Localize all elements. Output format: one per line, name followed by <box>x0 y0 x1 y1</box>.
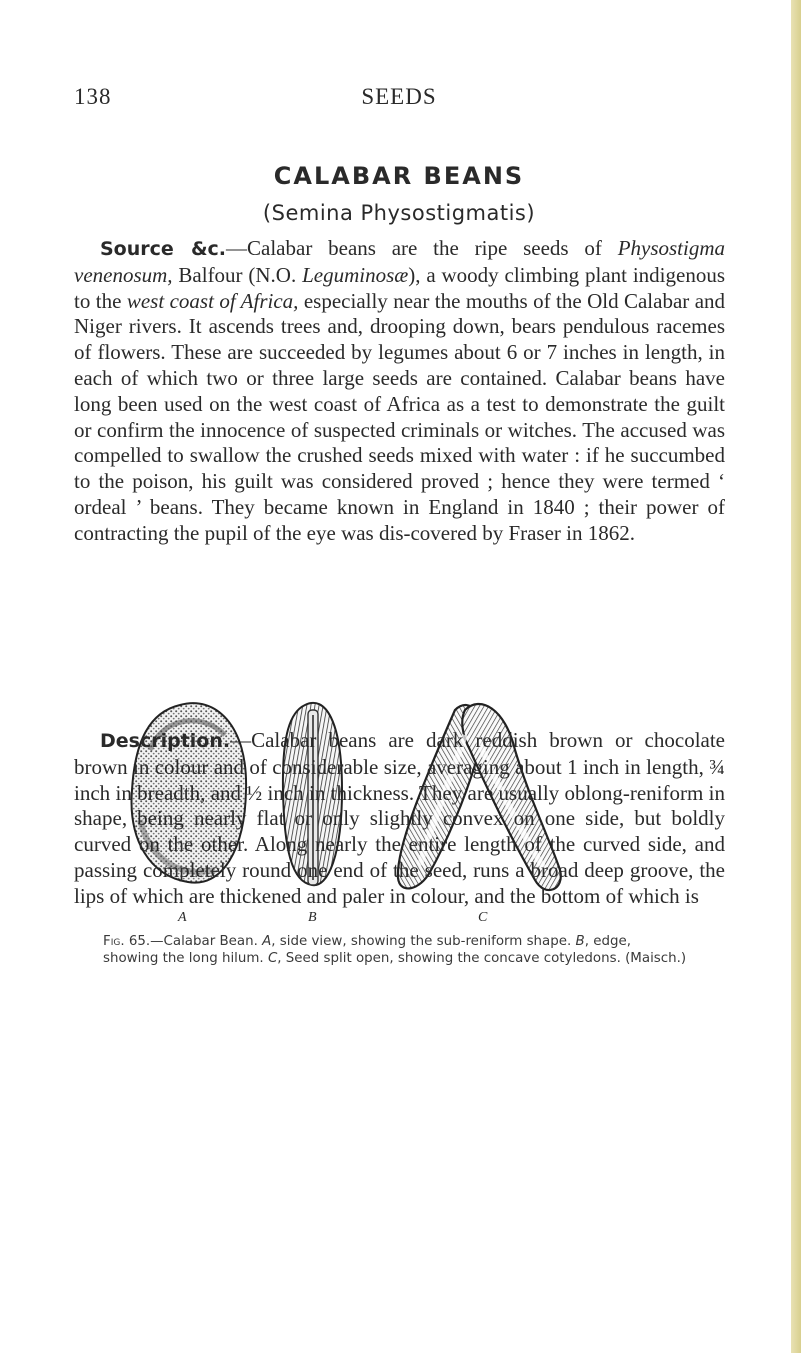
caption-ref-c: C <box>267 951 278 966</box>
text-run: inch in breadth, and <box>74 780 247 805</box>
text-run: ), a woody climbing plant indigenous to the <box>74 262 725 313</box>
text-run: —Calabar beans are dark reddish brown or chocolate brown in colour and of considerable size, averaging about 1 inch in length, <box>74 728 725 779</box>
label-c: C <box>478 910 488 925</box>
label-a: A <box>178 910 187 925</box>
label-b: B <box>308 910 317 925</box>
fig-number: Fig. 65. <box>103 934 151 949</box>
source-lead: Source &c. <box>100 238 227 260</box>
region-name: west coast of Africa, <box>126 288 299 313</box>
chapter-subtitle: (Semina Physostigmatis) <box>262 201 536 225</box>
fraction: ¾ <box>709 754 725 779</box>
running-head <box>74 84 724 114</box>
text-run: —Calabar beans are the ripe seeds of <box>226 236 618 260</box>
species-name: Physostigma venenosum, <box>74 236 726 287</box>
figure-labels <box>120 910 680 930</box>
caption-text: , side view, showing the sub-reniform shape. <box>271 934 576 949</box>
paragraph-source <box>74 236 725 547</box>
caption-text: , edge, showing the long hilum. <box>103 934 631 966</box>
figure-caption <box>103 933 688 967</box>
text-run: Balfour (N.O. <box>172 262 303 287</box>
caption-ref-b: B <box>575 934 585 949</box>
page-edge <box>791 0 801 1353</box>
text-run: inch in thickness. They are usually oblong-reniform in shape, being nearly flat or only slightly convex on one side, but boldly curved on the other. Along nearly the entire length of the curved side, and passing completely round one end of the seed, runs a broad deep groove, the lips of which are thickened and paler in colour, and the bottom of which is <box>74 780 725 908</box>
chapter-title: CALABAR BEANS <box>273 162 525 190</box>
family-name: Leguminosæ <box>302 262 409 287</box>
description-lead: Description. <box>100 730 231 752</box>
text-run: especially near the mouths of the Old Calabar and Niger rivers. It ascends trees and, drooping down, bears pendulous racemes of flowers. These are succeeded by legumes about 6 or 7 inches in length, in each of which two or three large seeds are contained. Calabar beans have long been used on the west coast of Africa as a test to demonstrate the guilt or confirm the innocence of suspected criminals or witches. The accused was compelled to swallow the crushed seeds mixed with water : if he succumbed to the poison, his guilt was considered proved ; hence they were termed ‘ ordeal ’ beans. They became known in England in 1840 ; their power of contracting the pupil of the eye was dis-covered by Fraser in 1862. <box>74 288 726 545</box>
fraction: ½ <box>246 780 263 805</box>
paragraph-description <box>74 728 725 910</box>
section-title: SEEDS <box>361 84 437 109</box>
caption-text: , Seed split open, showing the concave cotyledons. (Maisch.) <box>277 951 687 966</box>
page-number: 138 <box>74 84 112 109</box>
caption-ref-a: A <box>262 934 272 949</box>
caption-text: —Calabar Bean. <box>150 934 263 949</box>
